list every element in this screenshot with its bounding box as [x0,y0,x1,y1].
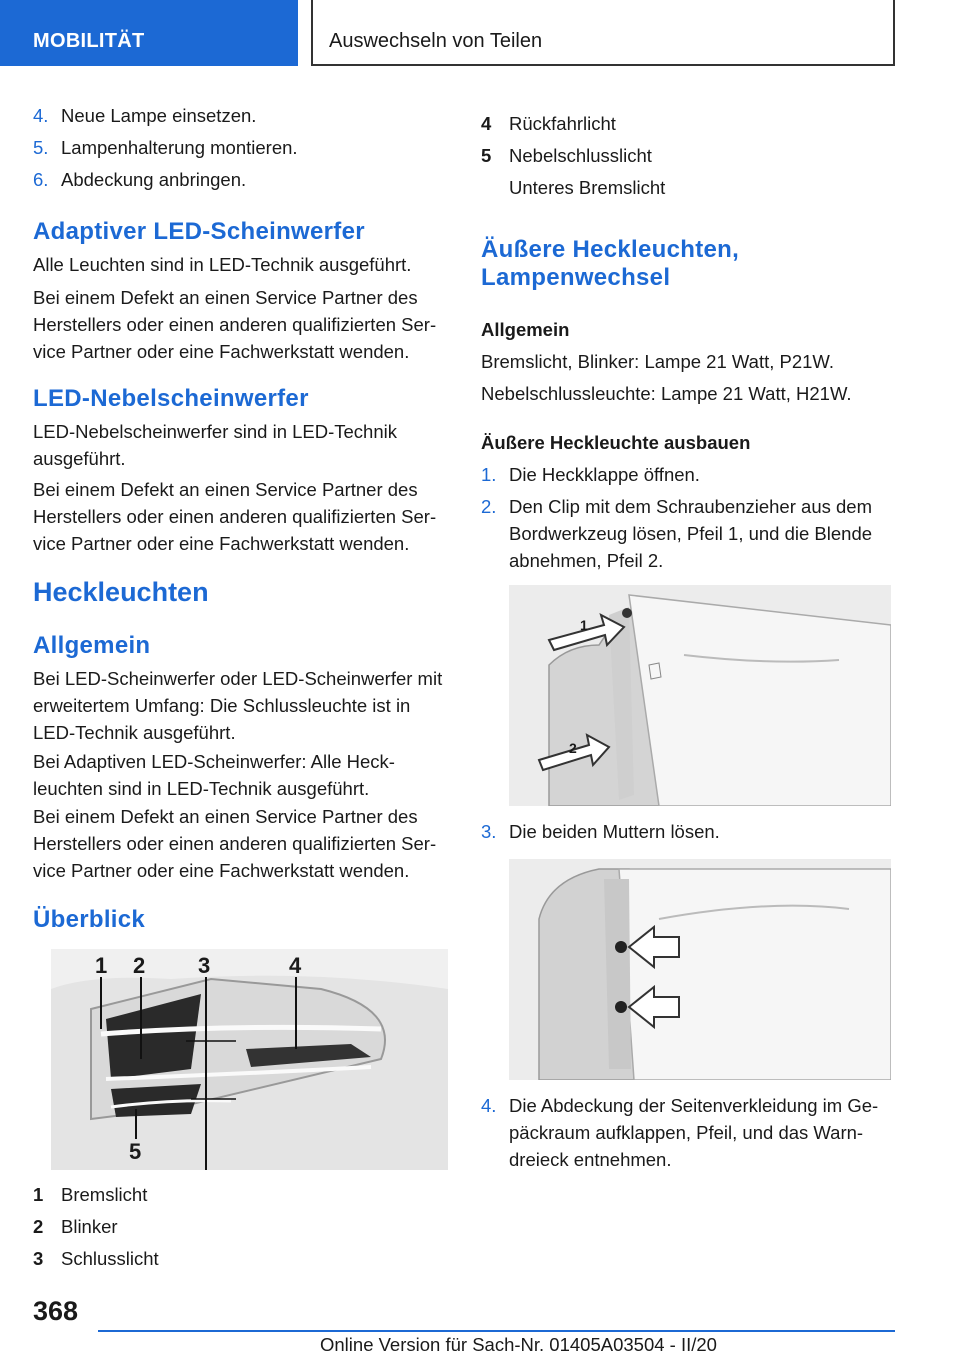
paragraph: LED-Nebelscheinwerfer sind in LED-Technik ausgeführt. [33,421,397,469]
legend-text: Unteres Bremslicht [509,177,666,198]
callout-label: 2 [133,953,146,978]
rear-light-overview-figure [51,949,448,1170]
step-number: 4. [33,105,49,126]
step-text: Den Clip mit dem Schraubenzieher aus dem Bordwerkzeug lösen, Pfeil 1, und die Blende abnehmen, Pfeil 2. [509,496,873,571]
clip-removal-figure [509,585,891,806]
paragraph: Bremslicht, Blinker: Lampe 21 Watt, P21W. [481,351,834,372]
legend-text: Blinker [61,1216,118,1237]
legend-text: Nebelschlusslicht [509,145,652,166]
heading-general: Allgemein [33,632,151,659]
rear-light-illustration [51,949,448,1170]
step-text: Die beiden Muttern lösen. [509,821,720,842]
page-number: 368 [33,1296,79,1326]
step-number: 5. [33,137,49,158]
legend-item [481,110,893,137]
callout-label: 3 [198,953,211,978]
legend-text: Schlusslicht [61,1248,159,1269]
step-item [481,493,893,574]
heading-outer-rear-lights: Äußere Heckleuchten, Lampenwechsel [481,236,740,291]
paragraph: Bei einem Defekt an einen Service Partner des Herstellers oder einen anderen qualifizierten Ser- vice Partner oder eine Fachwerkstatt wenden. [33,806,437,881]
legend-item [33,1245,448,1272]
paragraph: Nebelschlussleuchte: Lampe 21 Watt, H21W. [481,383,852,404]
callout-label: 5 [129,1139,142,1164]
clip-removal-illustration [509,585,891,806]
heading-adaptive-led: Adaptiver LED-Scheinwerfer [33,218,365,245]
callout-label: 4 [289,953,302,978]
legend-number: 4 [481,113,492,134]
step-text: Abdeckung anbringen. [61,169,247,190]
step-item [481,461,893,488]
heading-general: Allgemein [481,319,570,340]
footer-divider [98,1330,895,1332]
heading-led-fog: LED-Nebelscheinwerfer [33,385,309,412]
paragraph: Alle Leuchten sind in LED-Technik ausgeführt. [33,254,412,275]
step-text: Neue Lampe einsetzen. [61,105,257,126]
paragraph: Bei einem Defekt an einen Service Partner des Herstellers oder einen anderen qualifizierten Ser- vice Partner oder eine Fachwerkstatt wenden. [33,479,437,554]
step-number: 4. [481,1095,497,1116]
step-number: 3. [481,821,497,842]
paragraph: Bei einem Defekt an einen Service Partner des Herstellers oder einen anderen qualifizierten Ser- vice Partner oder eine Fachwerkstatt wenden. [33,287,437,362]
legend-text: Rückfahrlicht [509,113,616,134]
paragraph: Bei Adaptiven LED-Scheinwerfer: Alle Heck- leuchten sind in LED-Technik ausgeführt. [33,751,395,799]
heading-rear-lights: Heckleuchten [33,577,209,607]
heading-overview: Überblick [33,906,146,933]
legend-number: 3 [33,1248,44,1269]
legend-number: 1 [33,1184,44,1205]
nuts-removal-illustration [509,859,891,1080]
legend-item [33,1181,448,1208]
legend-text: Bremslicht [61,1184,148,1205]
step-item [33,134,448,161]
nuts-removal-figure [509,859,891,1080]
step-item [33,166,448,193]
callout-label: 1 [580,617,588,633]
legend-item [33,1213,448,1240]
legend-number: 5 [481,145,492,166]
step-number: 2. [481,496,497,517]
step-item [481,818,893,845]
step-text: Die Abdeckung der Seitenverkleidung im Ge- päckraum aufklappen, Pfeil, und das Warn- dreieck entnehmen. [509,1095,879,1170]
paragraph: Bei LED-Scheinwerfer oder LED-Scheinwerfer mit erweitertem Umfang: Die Schlussleuchte ist in LED-Technik ausgeführt. [33,668,443,743]
step-item [33,102,448,129]
chapter-title: Auswechseln von Teilen [311,0,895,66]
legend-item [481,142,893,169]
footer-text: Online Version für Sach-Nr. 01405A03504 - II/20 [320,1334,717,1355]
step-number: 1. [481,464,497,485]
section-tab: MOBILITÄT [0,0,298,66]
legend-number: 2 [33,1216,44,1237]
step-text: Lampenhalterung montieren. [61,137,298,158]
step-number: 6. [33,169,49,190]
callout-label: 2 [569,740,577,756]
step-item [481,1092,893,1173]
legend-item [481,174,893,201]
step-text: Die Heckklappe öffnen. [509,464,700,485]
callout-label: 1 [95,953,108,978]
heading-remove-rear-light: Äußere Heckleuchte ausbauen [481,432,751,453]
